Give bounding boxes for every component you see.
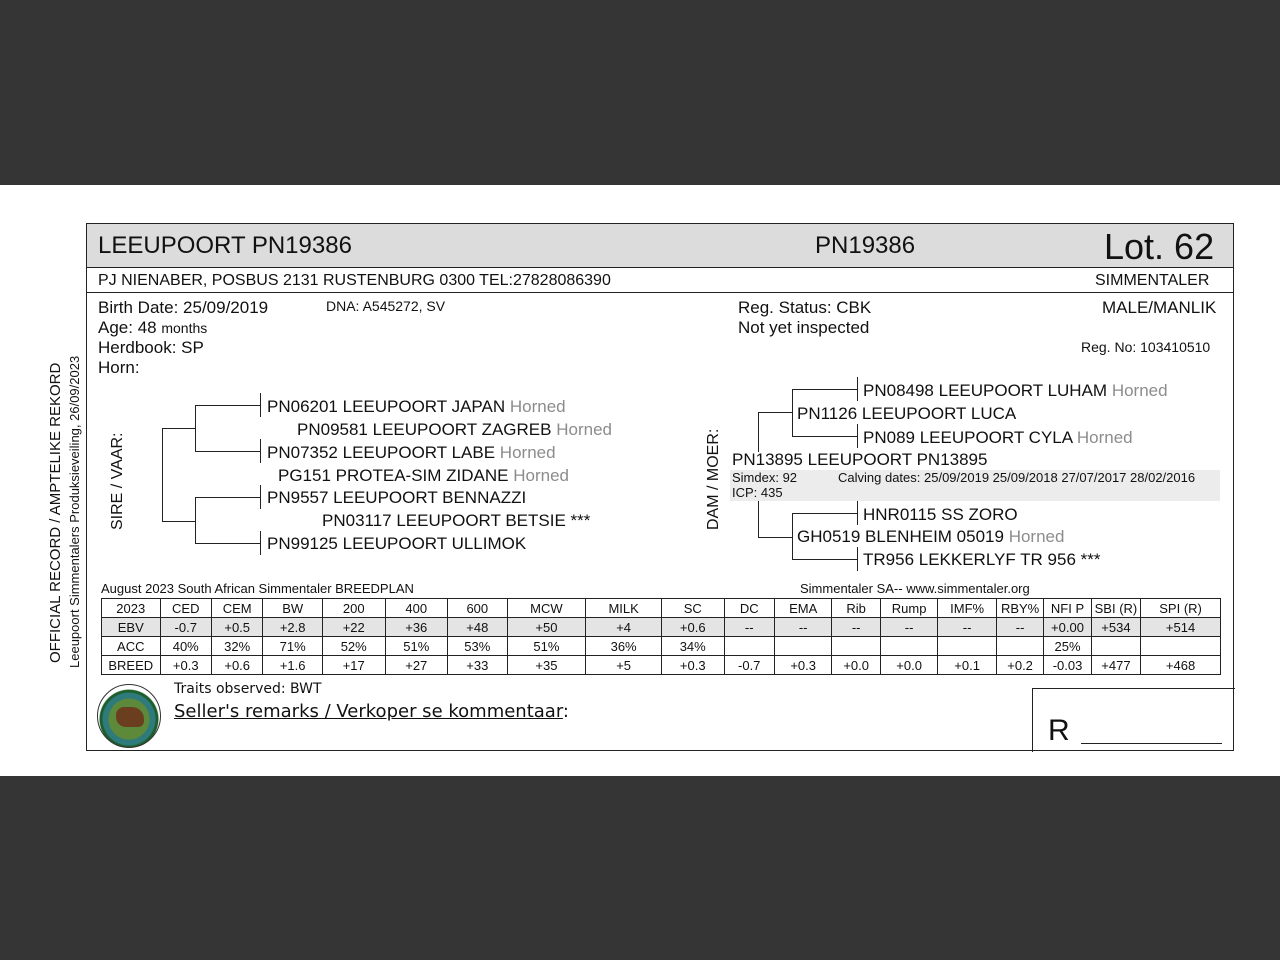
sire-sire: PN09581 LEEUPOORT ZAGREB Horned xyxy=(297,420,612,439)
ebv-cell: +35 xyxy=(507,656,586,675)
ebv-row xyxy=(102,637,1221,656)
simdex: Simdex: 92 xyxy=(732,470,798,485)
ebv-cell: 25% xyxy=(1044,637,1091,656)
sale-label: Leeupoort Simmentalers Produksieveiling, 26/09/2023 xyxy=(67,355,82,668)
ebv-header-cell: CED xyxy=(160,599,211,618)
ebv-cell: +27 xyxy=(385,656,448,675)
ebv-table xyxy=(101,598,1221,675)
sex: MALE/MANLIK xyxy=(1102,298,1217,317)
ebv-header-cell: 600 xyxy=(448,599,508,618)
lot-number: Lot. 62 xyxy=(1104,226,1215,267)
ebv-cell: 71% xyxy=(263,637,323,656)
simmentaler-logo xyxy=(97,684,161,748)
herdbook: Herdbook: SP xyxy=(98,338,204,357)
sellers-remarks: Seller's remarks / Verkoper se kommentaar: xyxy=(174,701,569,722)
dam-sire-sire: PN08498 LEEUPOORT LUHAM Horned xyxy=(863,381,1168,400)
sire-dam-sire: PN9557 LEEUPOORT BENNAZZI xyxy=(267,488,527,507)
ebv-cell: -- xyxy=(832,618,880,637)
ebv-header-cell: 200 xyxy=(322,599,385,618)
ebv-header-cell: Rump xyxy=(880,599,938,618)
dam-dam-dam: TR956 LEKKERLYF TR 956 *** xyxy=(863,550,1101,569)
ebv-cell: +0.6 xyxy=(661,618,724,637)
icp: ICP: 435 xyxy=(732,485,783,500)
price-currency: R xyxy=(1048,714,1070,747)
ebv-cell xyxy=(938,637,997,656)
ebv-cell: EBV xyxy=(102,618,161,637)
ebv-cell: 53% xyxy=(448,637,508,656)
horn-status: Horn: xyxy=(98,358,140,377)
ebv-header-cell: DC xyxy=(724,599,774,618)
birth-date: Birth Date: 25/09/2019 xyxy=(98,298,269,317)
dam-dam-sire: HNR0115 SS ZORO xyxy=(863,505,1018,524)
ebv-header-cell: BW xyxy=(263,599,323,618)
ebv-cell: +468 xyxy=(1141,656,1221,675)
official-record-label: OFFICIAL RECORD / AMPTELIKE REKORD xyxy=(47,362,64,663)
price-line xyxy=(1081,743,1222,744)
ebv-cell: -0.03 xyxy=(1044,656,1091,675)
dam-label: DAM / MOER: xyxy=(705,428,722,530)
breedplan-title: August 2023 South African Simmentaler BREEDPLAN xyxy=(101,581,414,596)
ebv-cell: +0.3 xyxy=(160,656,211,675)
ebv-header-cell: SPI (R) xyxy=(1141,599,1221,618)
ebv-cell: +0.5 xyxy=(211,618,262,637)
ebv-cell xyxy=(1141,637,1221,656)
ebv-cell: 52% xyxy=(322,637,385,656)
ebv-cell: +17 xyxy=(322,656,385,675)
animal-code: PN19386 xyxy=(815,232,916,259)
ebv-header-cell: IMF% xyxy=(938,599,997,618)
ebv-header-cell: CEM xyxy=(211,599,262,618)
ebv-cell: 34% xyxy=(661,637,724,656)
ebv-header-cell: EMA xyxy=(774,599,832,618)
ebv-header-cell: SC xyxy=(661,599,724,618)
ebv-cell: 32% xyxy=(211,637,262,656)
ebv-cell: 51% xyxy=(507,637,586,656)
breed-name: SIMMENTALER xyxy=(1095,272,1210,289)
inspection-status: Not yet inspected xyxy=(738,318,870,337)
ebv-cell: ACC xyxy=(102,637,161,656)
ebv-cell: -0.7 xyxy=(724,656,774,675)
ebv-cell: -0.7 xyxy=(160,618,211,637)
ebv-cell xyxy=(774,637,832,656)
owner-line: PJ NIENABER, POSBUS 2131 RUSTENBURG 0300 TEL:27828086390 xyxy=(98,272,611,289)
ebv-header-cell: NFI P xyxy=(1044,599,1091,618)
ebv-header-cell: MILK xyxy=(586,599,662,618)
ebv-cell: +4 xyxy=(586,618,662,637)
ebv-cell: +0.2 xyxy=(996,656,1043,675)
registration-number: Reg. No: 103410510 xyxy=(1081,339,1211,355)
sire-dam-dam: PN99125 LEEUPOORT ULLIMOK xyxy=(267,534,527,553)
ebv-cell: BREED xyxy=(102,656,161,675)
ebv-cell: +477 xyxy=(1091,656,1140,675)
ebv-header-cell: 2023 xyxy=(102,599,161,618)
dam-sire: PN1126 LEEUPOORT LUCA xyxy=(797,404,1017,423)
ebv-cell xyxy=(724,637,774,656)
sire: PG151 PROTEA-SIM ZIDANE Horned xyxy=(278,466,569,485)
sire-dam: PN03117 LEEUPOORT BETSIE *** xyxy=(322,511,591,530)
ebv-cell: +1.6 xyxy=(263,656,323,675)
ebv-header-row xyxy=(102,599,1221,618)
ebv-row xyxy=(102,618,1221,637)
traits-observed: Traits observed: BWT xyxy=(174,681,322,697)
ebv-cell: +2.8 xyxy=(263,618,323,637)
ebv-cell: 51% xyxy=(385,637,448,656)
ebv-row xyxy=(102,656,1221,675)
ebv-header-cell: RBY% xyxy=(996,599,1043,618)
ebv-cell: +33 xyxy=(448,656,508,675)
sire-label: SIRE / VAAR: xyxy=(109,432,126,530)
dna-info: DNA: A545272, SV xyxy=(326,298,446,314)
ebv-header-cell: 400 xyxy=(385,599,448,618)
calving-dates: Calving dates: 25/09/2019 25/09/2018 27/07/2017 28/02/2016 xyxy=(838,470,1196,485)
age: Age: 48 months xyxy=(98,318,208,337)
ebv-cell: +0.6 xyxy=(211,656,262,675)
ebv-cell: +0.3 xyxy=(774,656,832,675)
ebv-cell: +36 xyxy=(385,618,448,637)
ebv-cell: -- xyxy=(880,618,938,637)
ebv-cell: +514 xyxy=(1141,618,1221,637)
ebv-cell: +0.1 xyxy=(938,656,997,675)
ebv-header-cell: Rib xyxy=(832,599,880,618)
ebv-cell: 40% xyxy=(160,637,211,656)
ebv-cell: +22 xyxy=(322,618,385,637)
sire-sire-sire: PN06201 LEEUPOORT JAPAN Horned xyxy=(267,397,566,416)
ebv-cell: -- xyxy=(724,618,774,637)
ebv-header-cell: MCW xyxy=(507,599,586,618)
dam-sire-dam: PN089 LEEUPOORT CYLA Horned xyxy=(863,428,1133,447)
dam-dam: GH0519 BLENHEIM 05019 Horned xyxy=(797,527,1065,546)
ebv-cell: 36% xyxy=(586,637,662,656)
ebv-cell xyxy=(832,637,880,656)
breedplan-site: Simmentaler SA-- www.simmentaler.org xyxy=(800,581,1030,596)
sire-sire-dam: PN07352 LEEUPOORT LABE Horned xyxy=(267,443,556,462)
ebv-cell: +0.0 xyxy=(880,656,938,675)
ebv-cell: +0.0 xyxy=(832,656,880,675)
ebv-cell: +534 xyxy=(1091,618,1140,637)
ebv-cell xyxy=(880,637,938,656)
ebv-cell: -- xyxy=(774,618,832,637)
ebv-cell xyxy=(996,637,1043,656)
ebv-header-cell: SBI (R) xyxy=(1091,599,1140,618)
ebv-cell: -- xyxy=(996,618,1043,637)
ebv-cell xyxy=(1091,637,1140,656)
dam: PN13895 LEEUPOORT PN13895 xyxy=(732,450,988,469)
ebv-cell: +0.3 xyxy=(661,656,724,675)
ebv-cell: -- xyxy=(938,618,997,637)
ebv-cell: +50 xyxy=(507,618,586,637)
ebv-cell: +0.00 xyxy=(1044,618,1091,637)
animal-name: LEEUPOORT PN19386 xyxy=(98,232,352,259)
ebv-cell: +48 xyxy=(448,618,508,637)
reg-status: Reg. Status: CBK xyxy=(738,298,872,317)
ebv-cell: +5 xyxy=(586,656,662,675)
